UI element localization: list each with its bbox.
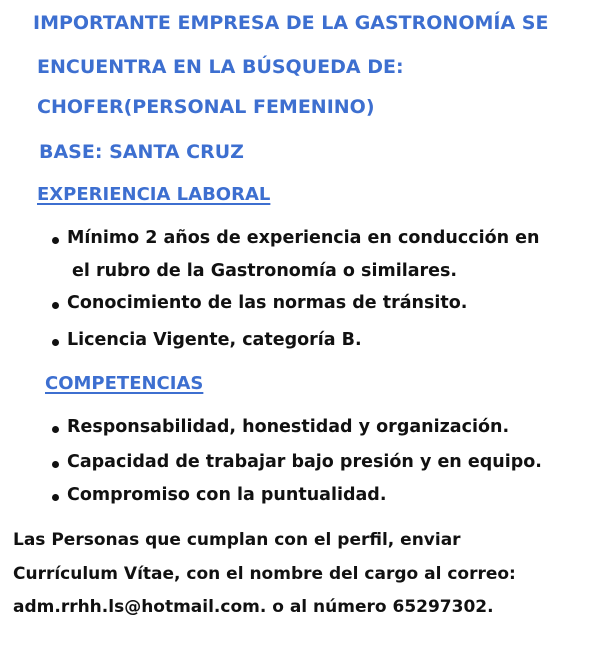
list-item-text-continued: el rubro de la Gastronomía o similares.: [72, 261, 458, 281]
competencies-heading: COMPETENCIAS: [45, 373, 204, 394]
contact-line-1: Las Personas que cumplan con el perfil, enviar: [13, 530, 461, 550]
bullet-icon: [52, 494, 59, 501]
bullet-icon: [52, 302, 59, 309]
contact-line-3: adm.rrhh.ls@hotmail.com. o al número 65297302.: [13, 597, 494, 617]
bullet-icon: [52, 426, 59, 433]
list-item-text: Compromiso con la puntualidad.: [67, 485, 387, 505]
bullet-icon: [52, 237, 59, 244]
list-item-text: Responsabilidad, honestidad y organización.: [67, 417, 510, 437]
experience-heading: EXPERIENCIA LABORAL: [37, 184, 271, 205]
header-line-2: ENCUENTRA EN LA BÚSQUEDA DE:: [37, 56, 404, 78]
base-location: BASE: SANTA CRUZ: [39, 141, 244, 163]
contact-line-2: Currículum Vítae, con el nombre del cargo al correo:: [13, 564, 516, 584]
list-item-text: Capacidad de trabajar bajo presión y en equipo.: [67, 452, 542, 472]
list-item-text: Licencia Vigente, categoría B.: [67, 330, 362, 350]
list-item-text: Conocimiento de las normas de tránsito.: [67, 293, 468, 313]
header-line-1: IMPORTANTE EMPRESA DE LA GASTRONOMÍA SE: [33, 12, 549, 34]
position-title: CHOFER(PERSONAL FEMENINO): [37, 96, 375, 118]
bullet-icon: [52, 461, 59, 468]
list-item-text: Mínimo 2 años de experiencia en conducción en: [67, 228, 540, 248]
bullet-icon: [52, 339, 59, 346]
